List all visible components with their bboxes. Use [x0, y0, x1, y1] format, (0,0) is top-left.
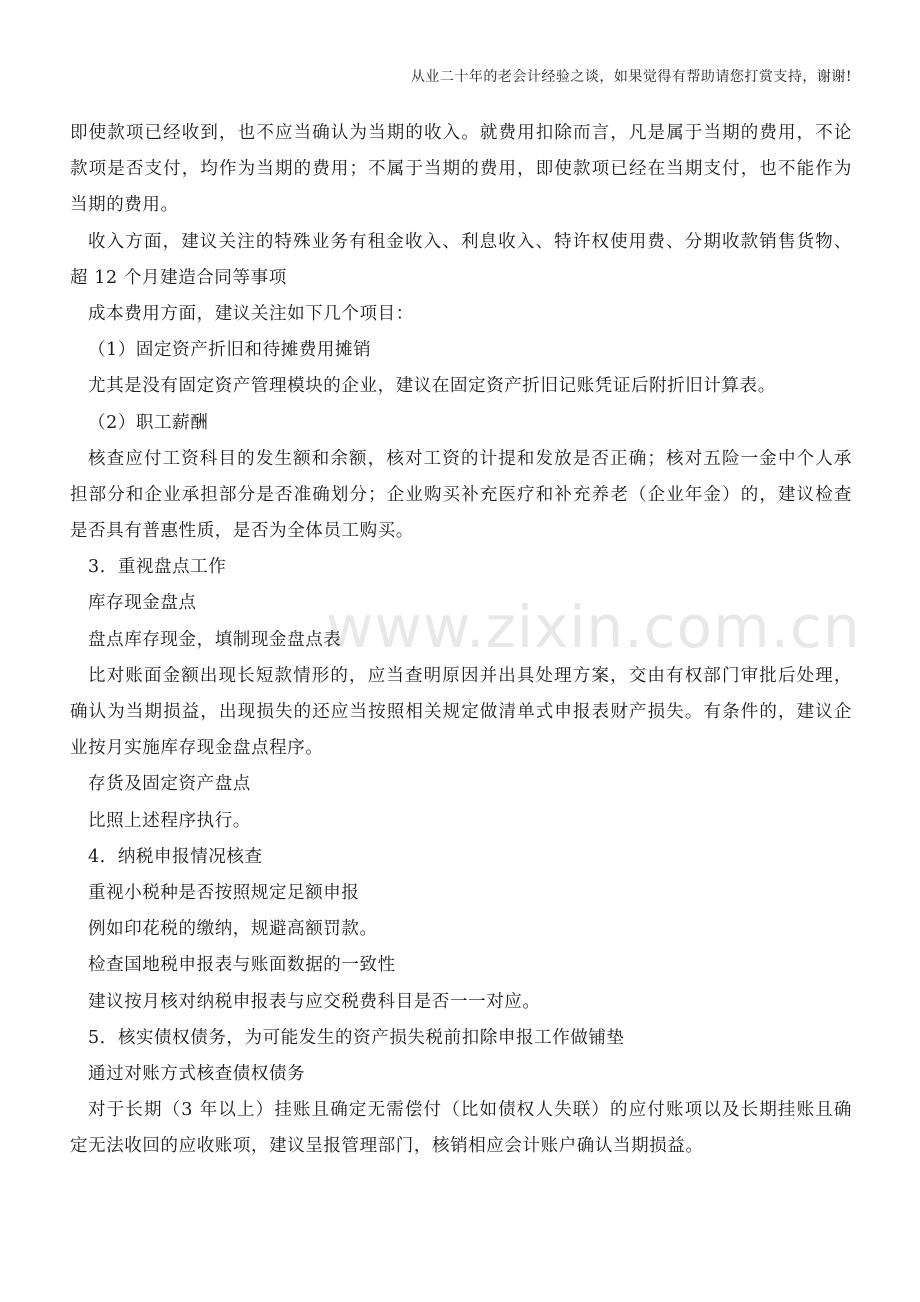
text-line: （1）固定资产折旧和待摊费用摊销	[88, 340, 372, 361]
document-body	[70, 115, 852, 1164]
text-line: 5．核实债权债务，为可能发生的资产损失税前扣除申报工作做铺垫	[88, 1027, 625, 1048]
text-line: 比照上述程序执行。	[88, 810, 251, 831]
text-line: 存货及固定资产盘点	[88, 774, 251, 795]
text-line: 业按月实施库存现金盘点程序。	[70, 738, 324, 759]
text-line: 是否具有普惠性质，是否为全体员工购买。	[70, 521, 414, 542]
text-line: 收入方面，建议关注的特殊业务有租金收入、利息收入、特许权使用费、分期收款销售货物、	[88, 231, 852, 252]
text-line: 成本费用方面，建议关注如下几个项目：	[88, 303, 414, 324]
text-line: 建议按月核对纳税申报表与应交税费科目是否一一对应。	[88, 991, 541, 1012]
text-line: 核查应付工资科目的发生额和余额，核对工资的计提和发放是否正确；核对五险一金中个人承	[88, 448, 852, 469]
text-line: 尤其是没有固定资产管理模块的企业，建议在固定资产折旧记账凭证后附折旧计算表。	[88, 376, 776, 397]
text-line: 4．纳税申报情况核查	[88, 846, 263, 867]
text-line: 通过对账方式核查债权债务	[88, 1063, 306, 1084]
text-line: 即使款项已经收到，也不应当确认为当期的收入。就费用扣除而言，凡是属于当期的费用，不论	[70, 123, 852, 143]
watermark: www.zixin.com.cn	[326, 593, 861, 661]
text-line: 担部分和企业承担部分是否准确划分；企业购买补充医疗和补充养老（企业年金）的，建议检查	[70, 484, 852, 505]
text-line: （2）职工薪酬	[88, 412, 209, 433]
text-line: 款项是否支付，均作为当期的费用；不属于当期的费用，即使款项已经在当期支付，也不能作为	[70, 159, 852, 180]
text-line: 检查国地税申报表与账面数据的一致性	[88, 955, 396, 976]
text-line: 定无法收回的应收账项，建议呈报管理部门，核销相应会计账户确认当期损益。	[70, 1136, 704, 1157]
text-line: 当期的费用。	[70, 195, 179, 216]
text-line: 比对账面金额出现长短款情形的，应当查明原因并出具处理方案，交由有权部门审批后处理，	[88, 665, 852, 686]
text-line: 库存现金盘点	[88, 593, 197, 614]
text-line: 重视小税种是否按照规定足额申报	[88, 882, 360, 903]
text-line: 确认为当期损益，出现损失的还应当按照相关规定做清单式申报表财产损失。有条件的，建议企	[70, 702, 852, 722]
text-line: 3．重视盘点工作	[88, 557, 227, 578]
text-line: 例如印花税的缴纳，规避高额罚款。	[88, 919, 378, 940]
text-line: 对于长期（3 年以上）挂账且确定无需偿付（比如债权人失联）的应付账项以及长期挂账且确	[88, 1100, 852, 1121]
text-line: 超 12 个月建造合同等事项	[70, 267, 287, 288]
text-line: 盘点库存现金，填制现金盘点表	[88, 629, 342, 650]
header-note: 从业二十年的老会计经验之谈，如果觉得有帮助请您打赏支持，谢谢!	[410, 69, 852, 85]
